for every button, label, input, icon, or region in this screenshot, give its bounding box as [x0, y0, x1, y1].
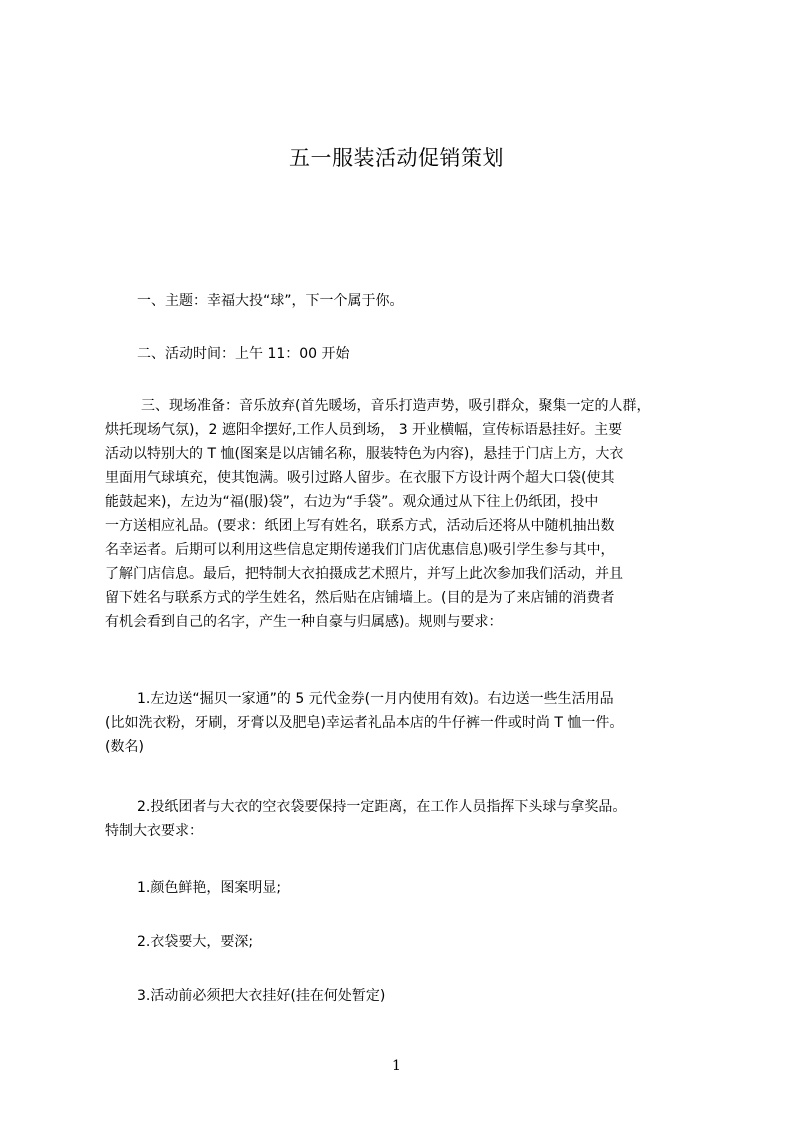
paragraph-line: 里面用气球填充，使其饱满。吸引过路人留步。在衣服下方设计两个超大口袋(使其 [105, 470, 615, 486]
paragraph-line: 1.左边送“掘贝一家通”的 5 元代金券(一月内使用有效)。右边送一些生活用品 [137, 691, 614, 707]
paragraph-line: 特制大衣要求： [105, 823, 203, 839]
rule-1 [105, 687, 705, 759]
paragraph-line: 了解门店信息。最后，把特制大衣拍摄成艺术照片，并写上此次参加我们活动，并且 [105, 566, 623, 582]
page-number: 1 [392, 1058, 401, 1074]
paragraph-line: 有机会看到自己的名字，产生一种自豪与归属感)。规则与要求： [105, 614, 503, 630]
paragraph-line: (比如洗衣粉，牙刷，牙膏以及肥皂)幸运者礼品本店的牛仔裤一件或时尚 T 恤一件。 [105, 715, 624, 731]
requirement-1: 1.颜色鲜艳，图案明显; [137, 880, 282, 896]
paragraph-line: 留下姓名与联系方式的学生姓名，然后贴在店铺墙上。(目的是为了来店铺的消费者 [105, 590, 615, 606]
rule-2 [105, 795, 705, 843]
document-title: 五一服装活动促销策划 [289, 146, 504, 170]
paragraph-line: 名幸运者。后期可以利用这些信息定期传递我们门店优惠信息)吸引学生参与其中， [105, 542, 615, 558]
paragraph-line: 能鼓起来)，左边为“福(服)袋”，右边为“手袋”。观众通过从下往上仍纸团，投中 [105, 494, 599, 510]
section-theme: 一、主题：幸福大投“球”，下一个属于你。 [137, 293, 404, 309]
paragraph-line: 活动以特别大的 T 恤(图案是以店铺名称，服装特色为内容)，悬挂于门店上方，大衣 [105, 446, 624, 462]
paragraph-line: 三、现场准备：音乐放弃(首先暖场，音乐打造声势，吸引群众，聚集一定的人群， [141, 398, 651, 414]
paragraph-line: (数名) [105, 739, 144, 755]
section-preparation [105, 394, 705, 634]
section-time: 二、活动时间：上午 11：00 开始 [137, 346, 350, 362]
paragraph-line: 烘托现场气氛)，2 遮阳伞摆好,工作人员到场， 3 开业横幅，宣传标语悬挂好。主要 [105, 422, 623, 438]
paragraph-line: 2.投纸团者与大衣的空衣袋要保持一定距离，在工作人员指挥下头球与拿奖品。 [137, 799, 627, 815]
requirement-3: 3.活动前必须把大衣挂好(挂在何处暂定) [137, 988, 386, 1004]
requirement-2: 2.衣袋要大，要深; [137, 934, 254, 950]
paragraph-line: 一方送相应礼品。(要求：纸团上写有姓名，联系方式，活动后还将从中随机抽出数 [105, 518, 615, 534]
